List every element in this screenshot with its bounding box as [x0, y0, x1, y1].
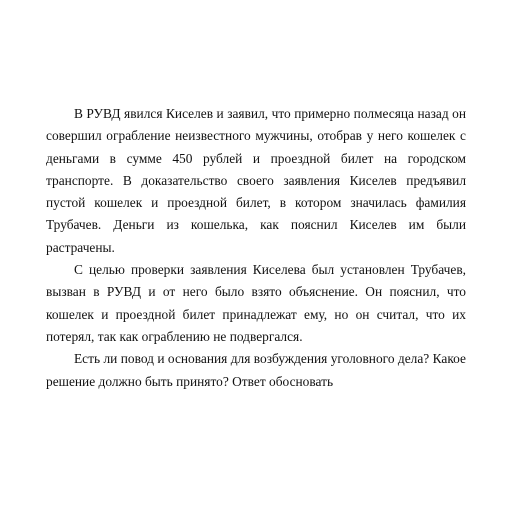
- paragraph-case-statement: В РУВД явился Киселев и заявил, что примерно полмесяца назад он совершил ограбление неизвестного мужчины, отобрав у него кошелек с деньгами в сумме 450 рублей и проездной билет на городском транспорте. В доказательство своего заявления Киселев предъявил пустой кошелек и проездной билет, в котором значилась фамилия Трубачев. Деньги из кошелька, как пояснил Киселев им были растрачены.: [46, 106, 466, 255]
- paragraph-verification: С целью проверки заявления Киселева был установлен Трубачев, вызван в РУВД и от него было взято объяснение. Он пояснил, что кошелек и проездной билет принадлежат ему, но он считал, что их потерял, так как ограблению не подвергался.: [46, 262, 466, 344]
- paragraph-question: Есть ли повод и основания для возбуждения уголовного дела? Какое решение должно быть принято? Ответ обосновать: [46, 351, 466, 389]
- document-body: [46, 103, 466, 393]
